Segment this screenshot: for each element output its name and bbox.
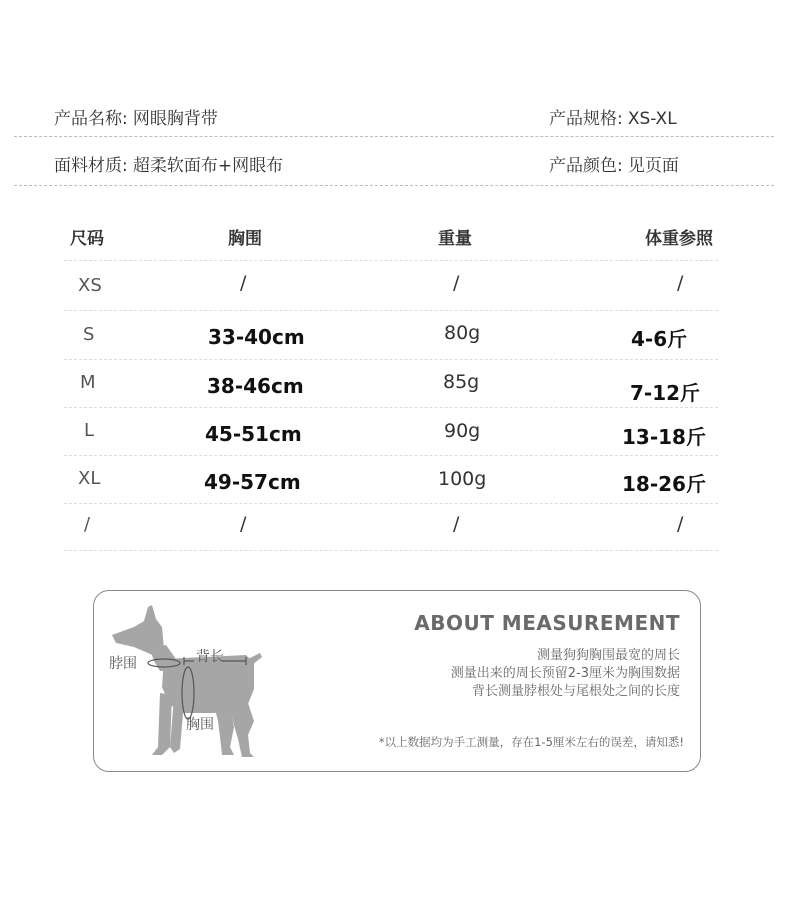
product-material-value: 超柔软面布+网眼布	[132, 156, 284, 176]
product-spec	[549, 104, 677, 129]
table-cell-chest: 33-40cm	[208, 325, 305, 349]
row-divider	[64, 407, 718, 408]
header-weight: 重量	[438, 229, 472, 249]
divider	[14, 136, 774, 137]
table-cell-weight-ref: /	[677, 272, 684, 294]
back-length-label: 背长	[196, 649, 224, 665]
table-cell-weight-ref: 7-12斤	[630, 381, 701, 405]
product-spec-value: XS-XL	[627, 109, 677, 129]
product-material-label: 面料材质:	[54, 156, 128, 176]
header-weight-ref: 体重参照	[645, 229, 713, 249]
table-cell-chest: /	[240, 513, 247, 535]
row-divider	[64, 455, 718, 456]
divider	[14, 185, 774, 186]
table-cell-weight: 80g	[444, 322, 481, 344]
row-divider	[64, 310, 718, 311]
row-divider	[64, 359, 718, 360]
product-color	[549, 151, 679, 176]
table-cell-size: L	[84, 420, 95, 441]
header-size: 尺码	[70, 229, 104, 249]
product-color-label: 产品颜色:	[549, 156, 623, 176]
table-cell-weight-ref: 4-6斤	[631, 327, 688, 351]
product-name-value: 网眼胸背带	[132, 109, 218, 129]
chest-label: 胸围	[186, 717, 214, 733]
measurement-line: 测量出来的周长预留2-3厘米为胸围数据	[450, 666, 680, 681]
info-row-name-spec	[14, 104, 774, 129]
table-cell-size: XS	[78, 275, 102, 296]
table-cell-chest: 38-46cm	[207, 374, 304, 398]
product-spec-label: 产品规格:	[549, 109, 623, 129]
table-cell-chest: 45-51cm	[205, 422, 302, 446]
measurement-guide	[93, 590, 701, 772]
measurement-line: 背长测量脖根处与尾根处之间的长度	[471, 684, 680, 699]
table-cell-size: /	[84, 514, 91, 535]
measurement-line: 测量狗狗胸围最宽的周长	[536, 648, 680, 663]
table-cell-weight-ref: 13-18斤	[622, 425, 706, 449]
table-cell-size: XL	[78, 468, 101, 489]
product-color-value: 见页面	[627, 156, 679, 176]
table-cell-weight-ref: 18-26斤	[622, 472, 706, 496]
neck-label: 脖围	[109, 656, 137, 672]
row-divider	[64, 503, 718, 504]
table-cell-weight-ref: /	[677, 513, 684, 535]
header-chest: 胸围	[228, 229, 262, 249]
info-row-material-color	[14, 151, 774, 176]
row-divider	[64, 260, 718, 261]
table-cell-weight: 100g	[438, 468, 487, 490]
dog-silhouette-icon	[104, 597, 304, 767]
measurement-note: *以上数据均为手工测量，存在1-5厘米左右的误差，请知悉!	[378, 735, 684, 749]
table-cell-weight: /	[453, 513, 460, 535]
product-name	[54, 104, 218, 129]
row-divider	[64, 550, 718, 551]
measurement-title: ABOUT MEASUREMENT	[414, 611, 680, 635]
product-material	[54, 151, 283, 176]
table-cell-size: S	[83, 324, 95, 345]
table-cell-size: M	[80, 372, 96, 393]
table-cell-chest: /	[240, 272, 247, 294]
product-name-label: 产品名称:	[54, 109, 128, 129]
table-cell-weight: 85g	[443, 371, 480, 393]
table-cell-weight: /	[453, 272, 460, 294]
table-cell-chest: 49-57cm	[204, 470, 301, 494]
table-cell-weight: 90g	[444, 420, 481, 442]
